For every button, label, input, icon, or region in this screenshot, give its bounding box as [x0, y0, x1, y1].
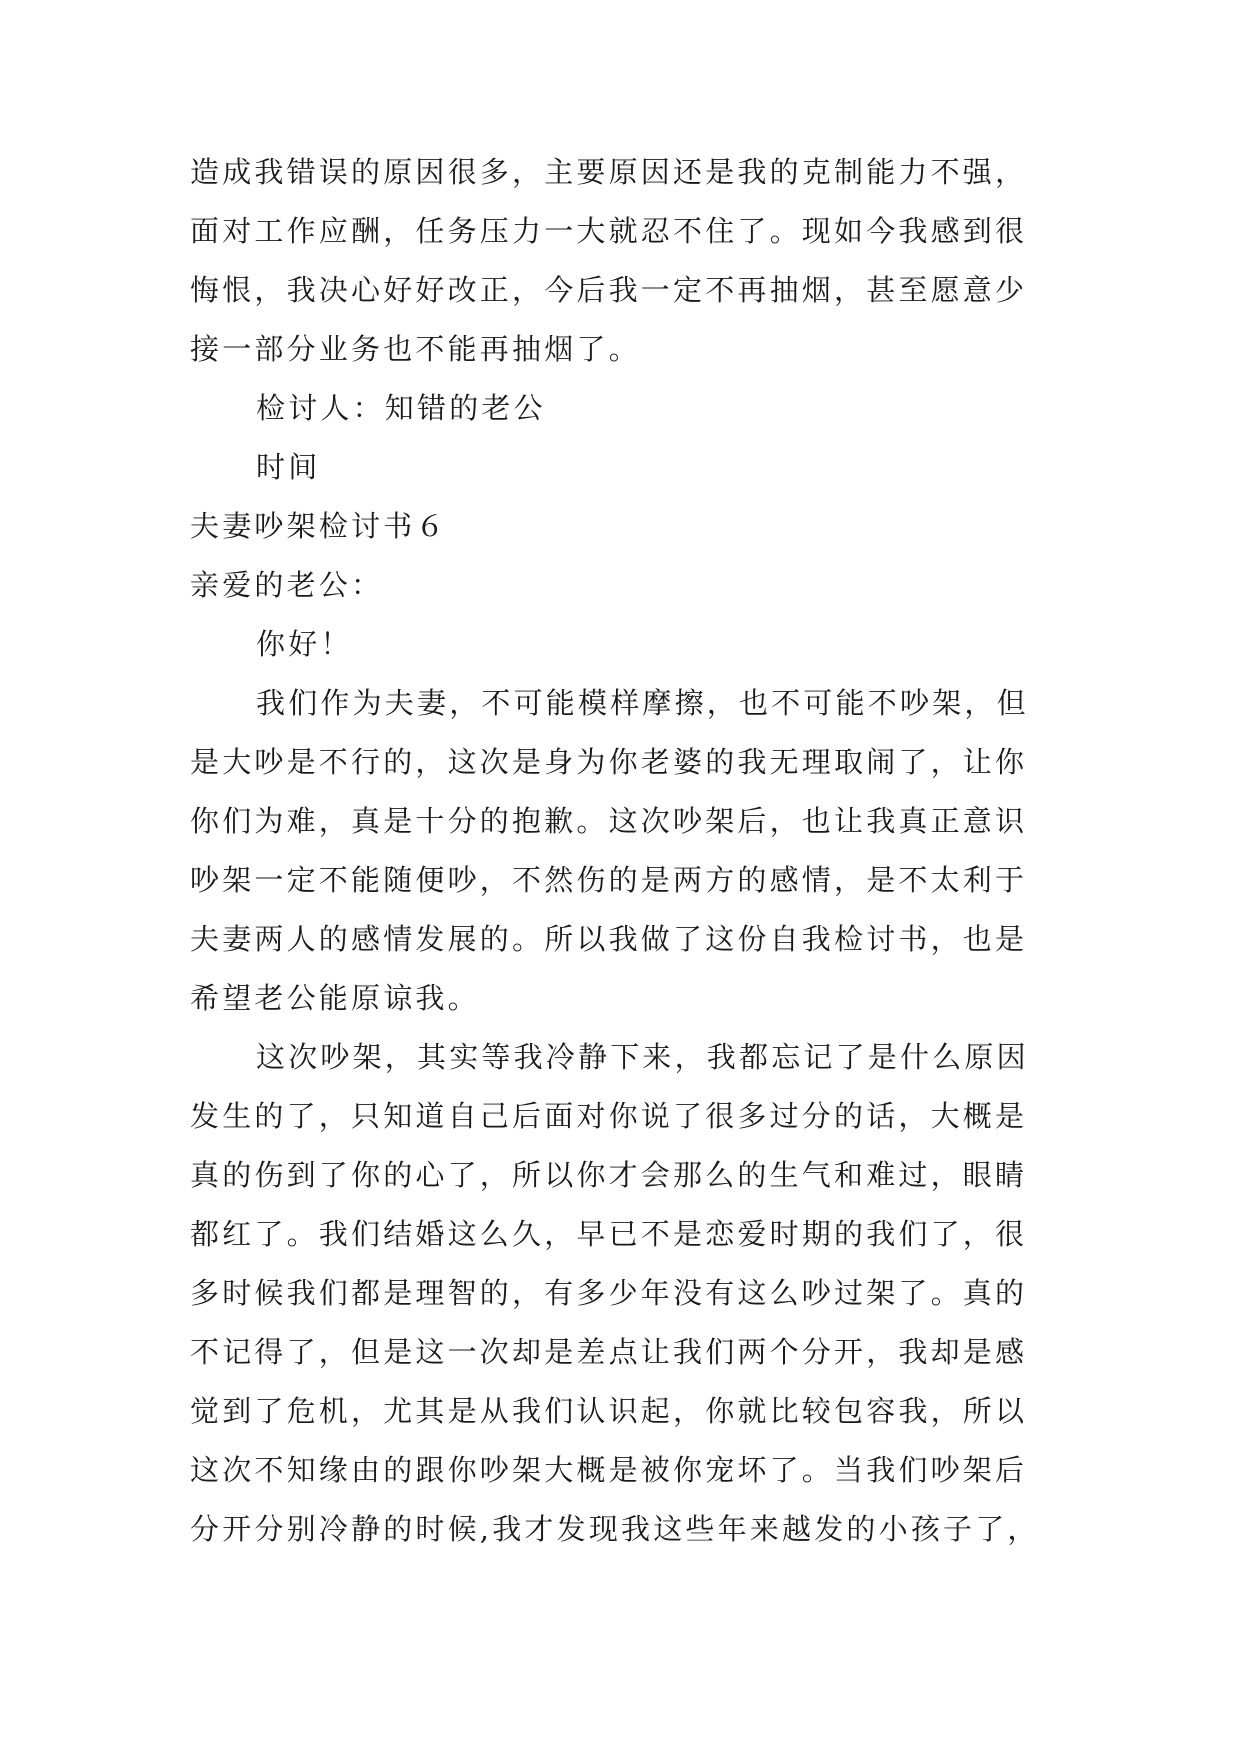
- paragraph-line: 接一部分业务也不能再抽烟了。: [190, 332, 641, 366]
- paragraph-line: 面对工作应酬，任务压力一大就忍不住了。现如今我感到很: [190, 214, 1028, 248]
- paragraph-line: 多时候我们都是理智的，有多少年没有这么吵过架了。真的: [190, 1276, 1028, 1310]
- paragraph-line: 我们作为夫妻，不可能模样摩擦，也不可能不吵架，但: [256, 686, 1029, 720]
- date-line: 时间: [256, 450, 321, 484]
- paragraph-line: 都红了。我们结婚这么久，早已不是恋爱时期的我们了，很: [190, 1217, 1028, 1251]
- signature-line: 检讨人：知错的老公: [256, 391, 546, 425]
- paragraph-line: 是大吵是不行的，这次是身为你老婆的我无理取闹了，让你: [190, 745, 1028, 779]
- paragraph-line: 造成我错误的原因很多，主要原因还是我的克制能力不强，: [190, 155, 1028, 189]
- section-heading: 夫妻吵架检讨书６: [190, 509, 448, 543]
- paragraph-line: 夫妻两人的感情发展的。所以我做了这份自我检讨书，也是: [190, 922, 1028, 956]
- paragraph-line: 这次不知缘由的跟你吵架大概是被你宠坏了。当我们吵架后: [190, 1453, 1028, 1487]
- greeting: 你好！: [256, 627, 353, 661]
- paragraph-line: 这次吵架，其实等我冷静下来，我都忘记了是什么原因: [256, 1040, 1029, 1074]
- paragraph-line: 悔恨，我决心好好改正，今后我一定不再抽烟，甚至愿意少: [190, 273, 1028, 307]
- paragraph-line: 希望老公能原谅我。: [190, 981, 480, 1015]
- paragraph-line: 真的伤到了你的心了，所以你才会那么的生气和难过，眼睛: [190, 1158, 1028, 1192]
- paragraph-line: 发生的了，只知道自己后面对你说了很多过分的话，大概是: [190, 1099, 1028, 1133]
- paragraph-line: 吵架一定不能随便吵，不然伤的是两方的感情，是不太利于: [190, 863, 1028, 897]
- paragraph-line: 分开分别冷静的时候,我才发现我这些年来越发的小孩子了，: [190, 1512, 1040, 1546]
- salutation: 亲爱的老公：: [190, 568, 384, 602]
- paragraph-line: 觉到了危机，尤其是从我们认识起，你就比较包容我，所以: [190, 1394, 1028, 1428]
- paragraph-line: 你们为难，真是十分的抱歉。这次吵架后，也让我真正意识: [190, 804, 1028, 838]
- paragraph-line: 不记得了，但是这一次却是差点让我们两个分开，我却是感: [190, 1335, 1028, 1369]
